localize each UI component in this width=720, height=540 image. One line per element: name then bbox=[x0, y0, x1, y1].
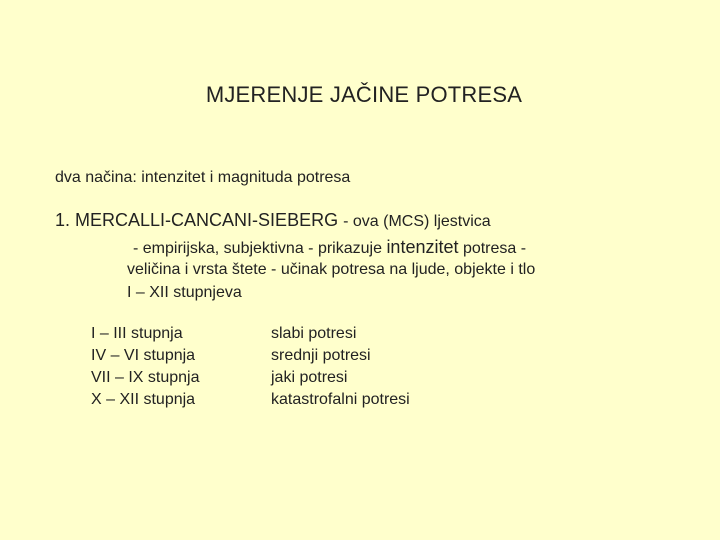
scale-category: jaki potresi bbox=[271, 369, 348, 386]
section-heading bbox=[55, 210, 491, 231]
scale-category: slabi potresi bbox=[271, 325, 357, 342]
description-part-b: potresa - bbox=[462, 240, 527, 257]
page-title: MJERENJE JAČINE POTRESA bbox=[205, 82, 523, 107]
description-line-1 bbox=[133, 237, 526, 258]
scale-degree: IV – VI stupnja bbox=[91, 347, 196, 364]
description-line-2: veličina i vrsta štete - učinak potresa na ljude, objekte i tlo bbox=[127, 261, 536, 278]
scale-suffix: - ova (MCS) ljestvica bbox=[343, 213, 491, 230]
scale-degree: X – XII stupnja bbox=[91, 391, 196, 408]
intro-line bbox=[55, 169, 350, 187]
scale-degree: VII – IX stupnja bbox=[91, 369, 200, 386]
scale-name: MERCALLI-CANCANI-SIEBERG bbox=[75, 210, 339, 230]
scale-category: srednji potresi bbox=[271, 347, 371, 364]
intro-label: dva načina: bbox=[55, 169, 137, 186]
description-line-3: I – XII stupnjeva bbox=[127, 284, 242, 301]
scale-degree: I – III stupnja bbox=[91, 325, 183, 342]
description-part-a: - empirijska, subjektivna - prikazuje bbox=[133, 240, 382, 257]
intro-text: intenzitet i magnituda potresa bbox=[141, 169, 351, 186]
scale-category: katastrofalni potresi bbox=[271, 391, 410, 408]
intensity-term: intenzitet bbox=[386, 237, 459, 257]
section-number: 1. bbox=[55, 210, 71, 230]
